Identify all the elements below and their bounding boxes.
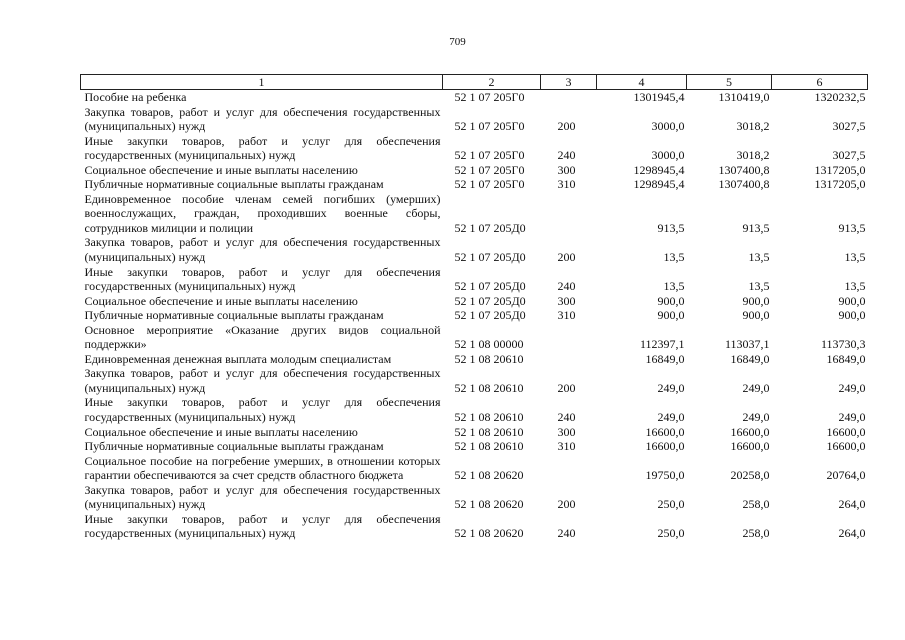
row-amount-year2-cell: 913,5 — [742, 220, 770, 235]
row-name-cell: Закупка товаров, работ и услуг для обеспечения государственных (муниципальных) нужд — [84, 104, 441, 134]
row-amount-year1-cell: 1298945,4 — [633, 177, 685, 192]
table-header — [81, 75, 868, 90]
row-code-cell: 52 1 07 205Д0 — [454, 250, 526, 265]
row-name-cell: Социальное пособие на погребение умерших, в отношении которых гарантии обеспечиваются за счет средств областного бюджета — [84, 453, 441, 483]
row-amount-year3-cell: 264,0 — [838, 497, 866, 512]
row-code-cell: 52 1 07 205Д0 — [454, 220, 526, 235]
header-row — [81, 75, 868, 90]
header-col-3: 3 — [541, 75, 597, 90]
row-amount-year1-cell: 1301945,4 — [633, 90, 685, 104]
row-name-cell: Иные закупки товаров, работ и услуг для обеспечения государственных (муниципальных) нужд — [84, 264, 441, 294]
row-amount-year2-cell: 113037,1 — [724, 337, 770, 352]
row-amount-year1-cell: 3000,0 — [651, 148, 685, 163]
table-row — [81, 439, 868, 454]
row-amount-year1-cell: 249,0 — [657, 380, 685, 395]
table-row — [81, 395, 868, 424]
row-name-cell: Иные закупки товаров, работ и услуг для обеспечения государственных (муниципальных) нужд — [84, 395, 441, 425]
table-row — [81, 294, 868, 309]
row-code-cell: 52 1 07 205Д0 — [454, 293, 526, 308]
row-amount-year3-cell: 900,0 — [838, 293, 866, 308]
row-code-cell: 52 1 07 205Г0 — [454, 119, 525, 134]
row-amount-year2-cell: 16600,0 — [730, 424, 770, 439]
row-expense-type-cell — [541, 323, 597, 352]
row-name-cell: Основное мероприятие «Оказание других видов социальной поддержки» — [84, 322, 441, 352]
row-expense-type-cell: 200 — [557, 119, 576, 134]
row-code-cell: 52 1 07 205Г0 — [454, 162, 525, 177]
row-expense-type-cell: 300 — [557, 424, 576, 439]
row-expense-type-cell: 200 — [557, 250, 576, 265]
row-expense-type-cell — [541, 192, 597, 236]
table-row — [81, 454, 868, 483]
row-amount-year1-cell: 19750,0 — [645, 468, 685, 483]
row-amount-year2-cell: 249,0 — [742, 410, 770, 425]
row-name-cell: Закупка товаров, работ и услуг для обеспечения государственных (муниципальных) нужд — [84, 235, 441, 265]
row-expense-type-cell: 200 — [557, 497, 576, 512]
row-name-cell: Социальное обеспечение и иные выплаты населению — [84, 162, 358, 177]
row-amount-year2-cell: 3018,2 — [736, 119, 770, 134]
row-name-cell: Публичные нормативные социальные выплаты гражданам — [84, 177, 384, 192]
row-name-cell: Единовременная денежная выплата молодым специалистам — [84, 351, 392, 366]
row-name-cell: Закупка товаров, работ и услуг для обеспечения государственных (муниципальных) нужд — [84, 366, 441, 395]
row-amount-year3-cell: 3027,5 — [832, 148, 866, 163]
table-row — [81, 192, 868, 236]
table-row — [81, 235, 868, 264]
row-amount-year1-cell: 16600,0 — [645, 424, 685, 439]
row-expense-type-cell: 300 — [557, 293, 576, 308]
row-code-cell: 52 1 07 205Г0 — [454, 148, 525, 163]
table-row — [81, 483, 868, 512]
row-code-cell: 52 1 08 20610 — [454, 424, 524, 439]
row-amount-year2-cell: 20258,0 — [730, 468, 770, 483]
row-amount-year3-cell: 13,5 — [844, 279, 866, 294]
page-number: 709 — [449, 36, 466, 48]
header-col-4: 4 — [597, 75, 687, 90]
row-amount-year2-cell: 16600,0 — [730, 439, 770, 454]
table-row — [81, 323, 868, 352]
row-code-cell: 52 1 08 20610 — [454, 380, 524, 395]
row-amount-year3-cell: 264,0 — [838, 526, 866, 541]
header-col-1: 1 — [81, 75, 443, 90]
row-name-cell: Публичные нормативные социальные выплаты гражданам — [84, 308, 384, 323]
row-code-cell: 52 1 08 00000 — [454, 337, 524, 352]
row-amount-year3-cell: 20764,0 — [826, 468, 866, 483]
row-amount-year3-cell: 1317205,0 — [814, 162, 866, 177]
row-name-cell: Закупка товаров, работ и услуг для обеспечения государственных (муниципальных) нужд — [84, 482, 441, 512]
row-amount-year1-cell: 3000,0 — [651, 119, 685, 134]
row-amount-year1-cell: 112397,1 — [639, 337, 685, 352]
table-row — [81, 425, 868, 440]
budget-table — [80, 74, 868, 541]
row-amount-year2-cell: 1307400,8 — [718, 177, 770, 192]
row-amount-year3-cell: 3027,5 — [832, 119, 866, 134]
row-amount-year3-cell: 16600,0 — [826, 439, 866, 454]
row-expense-type-cell — [541, 454, 597, 483]
table-row — [81, 352, 868, 367]
row-amount-year2-cell: 900,0 — [742, 308, 770, 323]
row-code-cell: 52 1 08 20610 — [454, 351, 524, 366]
row-amount-year2-cell: 258,0 — [742, 497, 770, 512]
row-expense-type-cell: 240 — [557, 410, 576, 425]
table-row — [81, 308, 868, 323]
row-amount-year2-cell: 249,0 — [742, 380, 770, 395]
row-amount-year1-cell: 900,0 — [657, 308, 685, 323]
header-col-6: 6 — [772, 75, 868, 90]
row-amount-year3-cell: 249,0 — [838, 380, 866, 395]
table-body — [81, 90, 868, 541]
table-row — [81, 366, 868, 395]
row-code-cell: 52 1 08 20620 — [454, 468, 524, 483]
row-code-cell: 52 1 07 205Д0 — [454, 279, 526, 294]
row-code-cell: 52 1 08 20620 — [454, 497, 524, 512]
table-row — [81, 177, 868, 192]
table-row — [81, 512, 868, 541]
table-row — [81, 105, 868, 134]
table-row — [81, 134, 868, 163]
row-code-cell: 52 1 08 20610 — [454, 439, 524, 454]
row-amount-year1-cell: 900,0 — [657, 293, 685, 308]
row-amount-year2-cell: 1310419,0 — [718, 90, 770, 104]
row-amount-year3-cell: 16849,0 — [826, 351, 866, 366]
row-name-cell: Социальное обеспечение и иные выплаты населению — [84, 293, 358, 308]
row-amount-year3-cell: 913,5 — [838, 220, 866, 235]
table-row — [81, 265, 868, 294]
row-expense-type-cell: 300 — [557, 162, 576, 177]
row-amount-year2-cell: 900,0 — [742, 293, 770, 308]
row-amount-year3-cell: 1317205,0 — [814, 177, 866, 192]
row-code-cell: 52 1 07 205Г0 — [454, 177, 525, 192]
table-row — [81, 163, 868, 178]
row-amount-year1-cell: 13,5 — [663, 279, 685, 294]
row-name-cell: Социальное обеспечение и иные выплаты населению — [84, 424, 358, 439]
table-row — [81, 90, 868, 105]
row-expense-type-cell — [541, 90, 597, 105]
row-name-cell: Иные закупки товаров, работ и услуг для обеспечения государственных (муниципальных) нужд — [84, 133, 441, 163]
row-expense-type-cell: 240 — [557, 526, 576, 541]
row-amount-year2-cell: 3018,2 — [736, 148, 770, 163]
row-name-cell: Иные закупки товаров, работ и услуг для обеспечения государственных (муниципальных) нужд — [84, 511, 441, 541]
row-amount-year2-cell: 13,5 — [748, 279, 770, 294]
row-name-cell: Единовременное пособие членам семей погибших (умерших) военнослужащих, граждан, проходивших военные сборы, сотрудников милиции и полиции — [84, 191, 441, 235]
row-expense-type-cell: 310 — [557, 439, 576, 454]
row-name-cell: Публичные нормативные социальные выплаты гражданам — [84, 439, 384, 454]
row-expense-type-cell: 240 — [557, 148, 576, 163]
row-expense-type-cell: 310 — [557, 308, 576, 323]
row-amount-year3-cell: 16600,0 — [826, 424, 866, 439]
row-code-cell: 52 1 08 20610 — [454, 410, 524, 425]
row-expense-type-cell — [541, 352, 597, 367]
row-amount-year2-cell: 258,0 — [742, 526, 770, 541]
row-name-cell: Пособие на ребенка — [84, 90, 187, 104]
row-amount-year3-cell: 249,0 — [838, 410, 866, 425]
row-amount-year1-cell: 250,0 — [657, 526, 685, 541]
row-amount-year3-cell: 13,5 — [844, 250, 866, 265]
row-code-cell: 52 1 07 205Г0 — [454, 90, 525, 104]
row-amount-year1-cell: 1298945,4 — [633, 162, 685, 177]
row-amount-year1-cell: 16849,0 — [645, 351, 685, 366]
row-code-cell: 52 1 08 20620 — [454, 526, 524, 541]
row-amount-year3-cell: 113730,3 — [820, 337, 866, 352]
row-expense-type-cell: 240 — [557, 279, 576, 294]
row-amount-year1-cell: 249,0 — [657, 410, 685, 425]
row-expense-type-cell: 200 — [557, 380, 576, 395]
row-amount-year3-cell: 1320232,5 — [814, 90, 866, 104]
row-code-cell: 52 1 07 205Д0 — [454, 308, 526, 323]
row-amount-year2-cell: 1307400,8 — [718, 162, 770, 177]
row-amount-year3-cell: 900,0 — [838, 308, 866, 323]
row-expense-type-cell: 310 — [557, 177, 576, 192]
row-amount-year1-cell: 13,5 — [663, 250, 685, 265]
row-amount-year1-cell: 16600,0 — [645, 439, 685, 454]
row-amount-year2-cell: 16849,0 — [730, 351, 770, 366]
header-col-2: 2 — [443, 75, 541, 90]
header-col-5: 5 — [687, 75, 772, 90]
row-amount-year1-cell: 250,0 — [657, 497, 685, 512]
row-amount-year1-cell: 913,5 — [657, 220, 685, 235]
row-amount-year2-cell: 13,5 — [748, 250, 770, 265]
